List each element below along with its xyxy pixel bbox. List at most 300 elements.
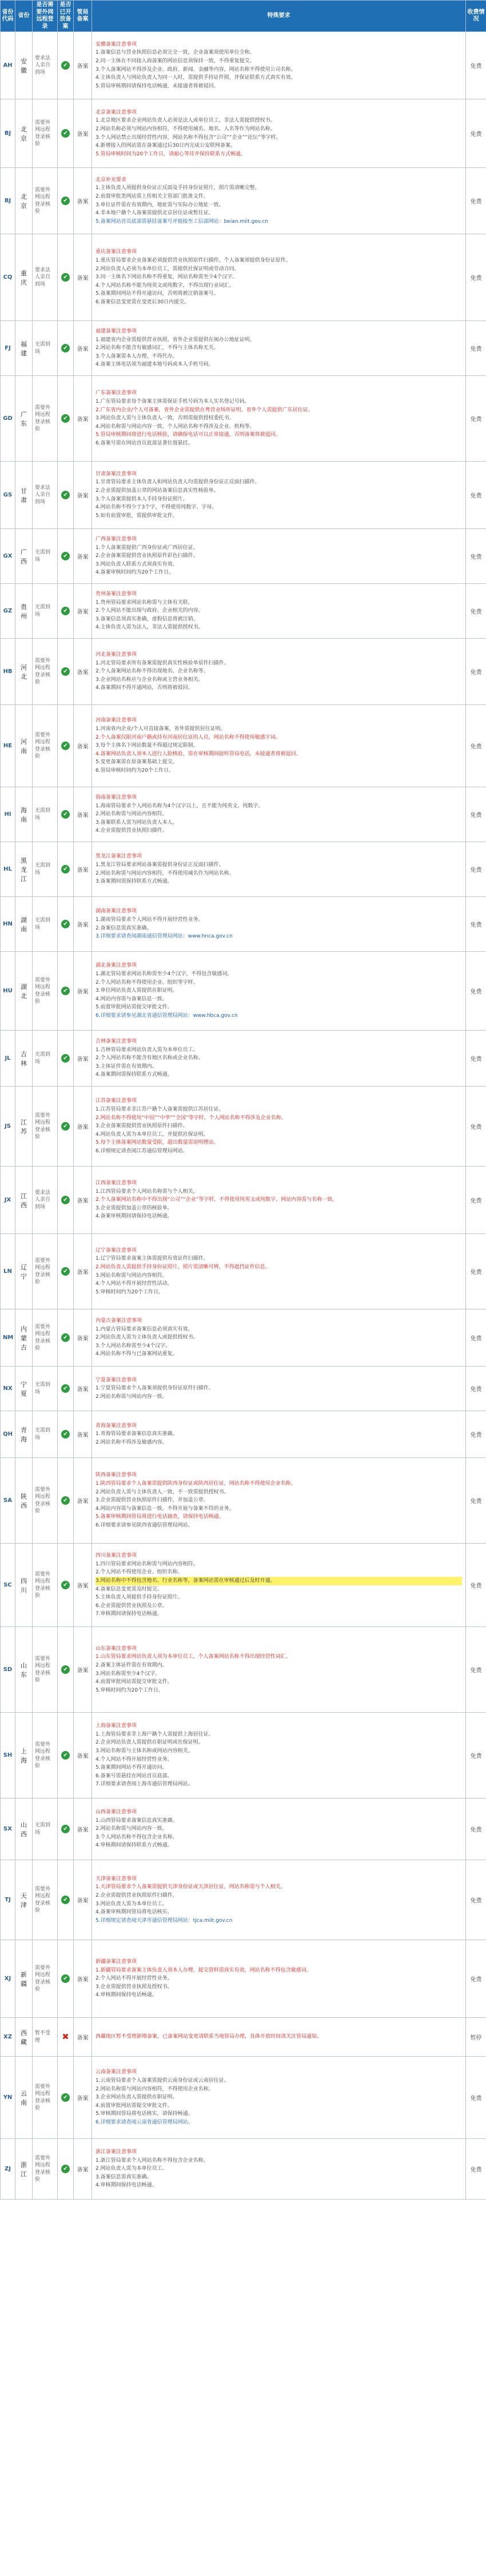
table-row — [1, 1031, 486, 1087]
province-name: 河南 — [15, 705, 33, 787]
check-icon: ✔ — [61, 1196, 70, 1204]
note-line: 5.变更备案需在原备案基础上提交。 — [95, 759, 178, 766]
status-cell — [58, 1309, 74, 1367]
note-line: 2.企业需提供营业执照原件扫描件。 — [95, 1892, 178, 1898]
requirement-text: 无需到场 — [33, 897, 58, 952]
province-name: 内蒙古 — [15, 1309, 33, 1367]
note-line: 3.企业网站名称应与企业名称或主营业务相关。 — [95, 676, 204, 683]
note-line: 3.企业备案需提供营业执照原件扫描件。 — [95, 1123, 188, 1129]
province-name: 天津 — [15, 1860, 33, 1940]
notes-cell — [92, 1627, 466, 1713]
province-code: SD — [1, 1627, 15, 1713]
table-row — [1, 1798, 486, 1860]
province-name: 黑龙江 — [15, 842, 33, 897]
note-line: 北京备案注意事项 — [95, 109, 137, 115]
province-name: 甘肃 — [15, 462, 33, 529]
status-cell — [58, 1798, 74, 1860]
requirement-text: 要求法人亲自到场 — [33, 462, 58, 529]
notes-cell — [92, 1544, 466, 1627]
note-line: 4.主体负责人需为法人，非法人需提供授权书。 — [95, 624, 204, 631]
record-type: 备案 — [74, 1087, 92, 1167]
record-type: 备案 — [74, 321, 92, 376]
province-code: HE — [1, 705, 15, 787]
note-line: 宁夏备案注意事项 — [95, 1377, 137, 1383]
status-cell — [58, 1411, 74, 1458]
notes-cell — [92, 168, 466, 234]
check-icon: ✔ — [61, 810, 70, 819]
fee-cell: 免费 — [466, 1798, 486, 1860]
note-line: 3.企业需提供加盖公章的核验单。 — [95, 1205, 173, 1211]
notes-cell — [92, 639, 466, 705]
header-code: 省份代码 — [1, 1, 15, 32]
notes-cell — [92, 1458, 466, 1544]
notes-cell — [92, 1713, 466, 1798]
fee-cell: 免费 — [466, 234, 486, 321]
province-name: 宁夏 — [15, 1367, 33, 1411]
record-type: 备案 — [74, 1458, 92, 1544]
record-type: 备案 — [74, 1167, 92, 1234]
note-line: 2.企业备案需提供营业执照原件彩色扫描件。 — [95, 553, 198, 559]
note-line: 陕西备案注意事项 — [95, 1472, 137, 1479]
note-line: 6.备案号需悬挂在网站首页底部。 — [95, 1773, 173, 1779]
province-code: CQ — [1, 234, 15, 321]
note-line: 1.山东管局要求网站负责人须为本单位员工，个人备案网站名称不得出现经营性词汇。 — [95, 1654, 291, 1660]
province-name: 浙江 — [15, 2139, 33, 2200]
requirement-text: 需要外网远程登录核验 — [33, 1087, 58, 1167]
note-line: 辽宁备案注意事项 — [95, 1247, 137, 1253]
check-icon: ✔ — [61, 197, 70, 205]
table-row — [1, 584, 486, 639]
province-name: 吉林 — [15, 1031, 33, 1087]
note-line: 天津备案注意事项 — [95, 1876, 137, 1882]
note-line: 4.审核期间保持电话畅通。 — [95, 2182, 157, 2189]
note-line: 4.备案期间需保持联系方式畅通。 — [95, 1072, 173, 1078]
cross-icon: ✖ — [62, 2032, 69, 2042]
requirement-text: 无需到场 — [33, 1367, 58, 1411]
table-row — [1, 787, 486, 842]
requirement-text: 无需到场 — [33, 1798, 58, 1860]
note-line: 3.企业需提供营业执照及授权书。 — [95, 1984, 173, 1990]
table-row — [1, 1713, 486, 1798]
fee-cell: 免费 — [466, 376, 486, 462]
province-code: GS — [1, 462, 15, 529]
record-type: 备案 — [74, 1798, 92, 1860]
status-cell — [58, 321, 74, 376]
record-type: 备案 — [74, 376, 92, 462]
fee-cell: 免费 — [466, 1860, 486, 1940]
note-line: 4.个人网站不得开展经营性活动。 — [95, 1281, 173, 1287]
province-code: JX — [1, 1167, 15, 1234]
note-line: 3.网站负责人需为本单位员工。 — [95, 1901, 168, 1907]
header-notes: 特殊要求 — [92, 1, 466, 32]
note-line: 5.审核时间约为20个工作日。 — [95, 1289, 164, 1295]
requirement-text: 无需到场 — [33, 1411, 58, 1458]
check-icon: ✔ — [61, 1825, 70, 1833]
status-cell — [58, 168, 74, 234]
province-code: GZ — [1, 584, 15, 639]
province-code: QH — [1, 1411, 15, 1458]
fee-cell: 免费 — [466, 1367, 486, 1411]
note-line: 3.网站负责人需与主体负责人一致，否则需提供授权委托书。 — [95, 415, 234, 422]
note-line: 5.管局审核期间请保持电话畅通，未接通者将被驳回。 — [95, 83, 219, 89]
record-type: 备案 — [74, 168, 92, 234]
check-icon: ✔ — [61, 1496, 70, 1505]
check-icon: ✔ — [61, 1665, 70, 1674]
note-line: 5.备案审核期间管局将进行电话抽查，请保持电话畅通。 — [95, 1514, 224, 1520]
note-line: 4.备案信息变更需及时提交。 — [95, 1586, 162, 1592]
notes-cell — [92, 321, 466, 376]
province-code: GD — [1, 376, 15, 462]
note-line: 2.网站名称需与网站内容一致。 — [95, 1393, 168, 1400]
note-line: 3.个人备案网站不得涉及企业、政府、新闻、金融等内容，网站名称不得使用公司名称。 — [95, 66, 296, 73]
fee-cell: 免费 — [466, 1087, 486, 1167]
requirement-text: 无需到场 — [33, 1031, 58, 1087]
province-name: 山东 — [15, 1627, 33, 1713]
check-icon: ✔ — [61, 1896, 70, 1904]
fee-cell: 免费 — [466, 99, 486, 168]
status-cell — [58, 1234, 74, 1309]
table-row — [1, 1411, 486, 1458]
notes-cell — [92, 897, 466, 952]
note-line: 1.江苏管局要求非江苏户籍个人备案需提供江苏居住证。 — [95, 1107, 224, 1113]
note-line: 3.企业网站负责人需提供在职证明。 — [95, 2094, 178, 2101]
status-cell — [58, 705, 74, 787]
note-line: 1.福建省内企业需提供营业执照，省外企业需提供在闽办公地址证明。 — [95, 336, 255, 343]
note-line: 3.备案联系人需为网站负责人本人。 — [95, 819, 178, 826]
notes-cell — [92, 1087, 466, 1167]
province-name: 福建 — [15, 321, 33, 376]
record-type: 备案 — [74, 842, 92, 897]
note-line: 4.备案审核期间请保持电话畅通。 — [95, 1213, 173, 1220]
fee-cell: 免费 — [466, 1031, 486, 1087]
status-cell — [58, 787, 74, 842]
requirement-text: 需要外网远程登录核验 — [33, 1860, 58, 1940]
province-name: 北京 — [15, 168, 33, 234]
table-row — [1, 1309, 486, 1367]
status-cell — [58, 2139, 74, 2200]
requirement-text: 需要外网远程登录核验 — [33, 2139, 58, 2200]
note-line: 5.前置审批网站需提交审批文件。 — [95, 1004, 173, 1011]
note-line: 重庆备案注意事项 — [95, 249, 137, 255]
notes-cell — [92, 376, 466, 462]
table-row — [1, 1458, 486, 1544]
note-line: 2.广东省内企业/个人可备案，省外企业需提供在粤营业场所证明，省外个人需提供广东居住证。 — [95, 407, 313, 413]
note-line: 4.备案主体电话须为福建本地号码或本人手机号码。 — [95, 362, 214, 368]
province-name: 四川 — [15, 1544, 33, 1627]
note-line: 2.前置审批类网站需上传相关主管部门批准文件。 — [95, 193, 209, 199]
note-line: 3.企业需提供营业执照原件扫描件，并加盖公章。 — [95, 1497, 209, 1504]
note-line: 5.每个主体备案网站数量受限，超出数量需说明理由。 — [95, 1140, 219, 1146]
note-line: 四川备案注意事项 — [95, 1553, 137, 1559]
note-line: 5.备案期间网站不得开通访问。 — [95, 1765, 168, 1771]
check-icon: ✔ — [61, 1430, 70, 1439]
note-line: 4.主体负责人与网站负责人为同一人时，需提供手持证件照，并保证联系方式真实有效。 — [95, 75, 296, 81]
province-code: AH — [1, 32, 15, 99]
table-row — [1, 2057, 486, 2139]
note-line: 1.天津管局要求个人备案需提供天津身份证或天津居住证，网站名称需与个人相关。 — [95, 1884, 286, 1890]
note-line: 甘肃备案注意事项 — [95, 471, 137, 477]
note-line: 1.河南省内企业/个人可直接备案，省外需提供居住证明。 — [95, 726, 226, 732]
province-code: ZJ — [1, 2139, 15, 2200]
note-line: 3.个人网站名称不得包含企业名称。 — [95, 1834, 178, 1840]
note-line: 3.单位证件需在有效期内，地址需与实际办公地址一致。 — [95, 202, 224, 208]
notes-cell — [92, 462, 466, 529]
status-cell — [58, 1544, 74, 1627]
status-cell — [58, 32, 74, 99]
notes-cell — [92, 2018, 466, 2057]
province-code: JL — [1, 1031, 15, 1087]
record-type: 备案 — [74, 2018, 92, 2057]
notes-cell — [92, 1860, 466, 1940]
status-cell — [58, 639, 74, 705]
check-icon: ✔ — [61, 491, 70, 499]
check-icon: ✔ — [61, 2165, 70, 2173]
note-line: 4.网站名称需与网站内容一致，个人网站名称不得涉及企业、机构等。 — [95, 423, 255, 430]
note-line: 1.湖北管局要求网站名称需至少4个汉字，不得包含敏感词。 — [95, 971, 233, 977]
table-row — [1, 321, 486, 376]
table-row — [1, 1940, 486, 2018]
check-icon: ✔ — [61, 414, 70, 423]
fee-cell: 免费 — [466, 1544, 486, 1627]
fee-cell: 免费 — [466, 1627, 486, 1713]
requirement-text: 需要外网远程登录核验 — [33, 1309, 58, 1367]
notes-cell — [92, 1940, 466, 2018]
note-line: 2.网站名称需与网站内容相符。 — [95, 811, 168, 818]
record-type: 备案 — [74, 1940, 92, 2018]
note-line: 7.详细要求请查阅上海市通信管理局网站。 — [95, 1781, 193, 1788]
table-row — [1, 234, 486, 321]
notes-cell — [92, 952, 466, 1031]
requirement-text: 需要外网远程登录核验 — [33, 639, 58, 705]
note-line: 6.备案号需在网站首页底部显著位置悬挂。 — [95, 440, 193, 446]
requirement-text: 要求法人亲自到场 — [33, 1167, 58, 1234]
note-line: 1.甘肃管局要求主体负责人和网站负责人均需提供身份证正反面扫描件。 — [95, 479, 260, 486]
note-line: 海南备案注意事项 — [95, 795, 137, 801]
header-province: 省份 — [15, 1, 33, 32]
notes-cell — [92, 584, 466, 639]
note-line: 3.单位网站负责人需提供在职证明。 — [95, 988, 178, 994]
note-line: 3.个人备案需提供本人手持身份证照片。 — [95, 496, 188, 502]
table-row — [1, 1234, 486, 1309]
province-name: 湖南 — [15, 897, 33, 952]
note-line: 湖南备案注意事项 — [95, 908, 137, 915]
note-line: 2.网站负责人需与主体负责人一致，不一致需提供授权书。 — [95, 1489, 229, 1495]
note-line: 3.备案期间需保持联系方式畅通。 — [95, 879, 173, 885]
status-cell — [58, 2018, 74, 2057]
note-line: 2.个人网站不得开展经营性业务。 — [95, 1976, 173, 1982]
requirement-text: 需要外网远程登录核验 — [33, 952, 58, 1031]
record-type: 备案 — [74, 584, 92, 639]
note-line: 2.个人网站不能出现与政府、企业相关的内容。 — [95, 608, 204, 614]
fee-cell: 免费 — [466, 705, 486, 787]
note-line: 1.云南管局要求个人备案需提供云南身份证或云南居住证。 — [95, 2078, 229, 2084]
note-line: 贵州备案注意事项 — [95, 591, 137, 598]
note-line: 5.审核时间约为20个工作日。 — [95, 1687, 164, 1693]
note-line: 2.个人网站名称不得使用企业、组织等字样。 — [95, 979, 198, 985]
record-type: 备案 — [74, 234, 92, 321]
note-line: 1.青海管局要求备案信息真实准确。 — [95, 1431, 178, 1437]
note-line: 6.详细规定请查阅江苏通信管理局网站。 — [95, 1148, 188, 1154]
note-line: 河南备案注意事项 — [95, 718, 137, 724]
note-line: 1.河北管局要求所有备案需提供真实性核验单原件扫描件。 — [95, 660, 229, 666]
status-cell — [58, 376, 74, 462]
province-name: 西藏 — [15, 2018, 33, 2057]
note-line: 1.山西管局要求备案信息真实准确。 — [95, 1817, 178, 1824]
note-line: 4.前置审批网站需提交审批文件。 — [95, 1679, 173, 1685]
note-line: 1.陕西管局要求个人备案需提供陕西身份证或陕西居住证，网站名称不得使用企业名称。 — [95, 1481, 296, 1487]
notes-cell — [92, 705, 466, 787]
province-name: 江西 — [15, 1167, 33, 1234]
province-code: HI — [1, 787, 15, 842]
note-line: 6.详细要求请查阅云南省通信管理局网站。 — [95, 2119, 193, 2125]
note-line: 2.网站负责人需为本单位员工。 — [95, 2166, 168, 2172]
note-line: 湖北备案注意事项 — [95, 963, 137, 969]
table-row — [1, 2018, 486, 2057]
table-row — [1, 1087, 486, 1167]
table-row — [1, 529, 486, 584]
note-line: 2.个人网站名称不能含有地区名称或企业名称。 — [95, 1055, 204, 1061]
check-icon: ✔ — [61, 1974, 70, 1983]
requirement-text: 需要外网远程登录核验 — [33, 705, 58, 787]
table-row — [1, 1860, 486, 1940]
note-line: 1.贵州管局要求网站名称需与主体有关联。 — [95, 599, 193, 606]
note-line: 3.个人网站禁止出现经营性内容，网站名称不得包含“公司”“企业”“论坛”等字样。 — [95, 134, 281, 141]
note-line: 5.管局审核期间将进行电话核验，请确保电话可以正常接通，否则备案将被退回。 — [95, 432, 281, 438]
status-cell — [58, 1167, 74, 1234]
header-status: 是否已开放备案 — [58, 1, 74, 32]
status-cell — [58, 1940, 74, 2018]
note-line: 1.上海管局要求非上海户籍个人需提供上海居住证。 — [95, 1731, 214, 1737]
check-icon: ✔ — [61, 1751, 70, 1760]
requirement-text: 需要外网远程登录核验 — [33, 1234, 58, 1309]
record-type: 备案 — [74, 1544, 92, 1627]
notes-cell — [92, 1411, 466, 1458]
note-line: 1.四川管局要求网站名称需与网站内容相符。 — [95, 1561, 198, 1567]
note-line: 吉林备案注意事项 — [95, 1039, 137, 1045]
table-row — [1, 99, 486, 168]
notes-cell — [92, 32, 466, 99]
record-type: 备案 — [74, 1411, 92, 1458]
note-line: 4.个人网站名称不能为纯英文或纯数字，不得出现行业词汇。 — [95, 282, 234, 289]
note-line: 3.备案信息须真实准确，虚假信息将被注销。 — [95, 616, 198, 622]
status-cell — [58, 234, 74, 321]
notes-cell — [92, 2057, 466, 2139]
note-line: 5.管局审核时间为20个工作日，请耐心等待并保持联系方式畅通。 — [95, 151, 246, 157]
record-type: 备案 — [74, 1713, 92, 1798]
note-line: 1.北京地区要求企业网站负责人必须是法人或单位员工，非法人需提供授权书。 — [95, 118, 276, 124]
note-line: 5.主体负责人须提供手持身份证照片。 — [95, 1595, 183, 1601]
check-icon: ✔ — [61, 273, 70, 282]
note-line: 4.企业需提供营业执照扫描件。 — [95, 828, 168, 834]
check-icon: ✔ — [61, 61, 70, 70]
status-cell — [58, 462, 74, 529]
fee-cell: 免费 — [466, 462, 486, 529]
record-type: 备案 — [74, 1627, 92, 1713]
note-line: 福建备案注意事项 — [95, 328, 137, 335]
note-line: 2.网站负责人需为主体负责人或提供授权书。 — [95, 1335, 198, 1341]
note-line: 山西备案注意事项 — [95, 1809, 137, 1816]
province-name: 辽宁 — [15, 1234, 33, 1309]
province-code: FJ — [1, 321, 15, 376]
check-icon: ✔ — [61, 865, 70, 874]
note-line: 5.审核期间管局将电话核实，请保持畅通。 — [95, 2111, 193, 2117]
check-icon: ✔ — [61, 129, 70, 138]
note-line: 江苏备案注意事项 — [95, 1098, 137, 1104]
record-type: 备案 — [74, 2057, 92, 2139]
notes-cell — [92, 1167, 466, 1234]
fee-cell: 免费 — [466, 639, 486, 705]
record-type: 备案 — [74, 639, 92, 705]
fee-cell: 免费 — [466, 897, 486, 952]
note-line: 1.黑龙江管局要求网站备案需提供身份证正反面扫描件。 — [95, 862, 224, 868]
record-type: 备案 — [74, 529, 92, 584]
notes-cell — [92, 1309, 466, 1367]
note-line: 3.网站名称中不得包含地名、行业名称等，备案网站需在审核通过后及时开通。 — [95, 1577, 462, 1585]
note-line: 1.吉林管局要求网站负责人需为本单位员工。 — [95, 1047, 198, 1053]
province-name: 北京 — [15, 99, 33, 168]
note-line: 北京补充要求 — [95, 177, 127, 183]
note-line: 2.网站负责人需提供手持身份证照片，照片需清晰可辨，不得遮挡证件信息。 — [95, 1264, 270, 1270]
notes-cell — [92, 787, 466, 842]
province-code: HN — [1, 897, 15, 952]
note-line: 2.备案主体证件需在有效期内。 — [95, 1662, 168, 1668]
province-code: BJ — [1, 168, 15, 234]
header-record: 管局备案 — [74, 1, 92, 32]
note-line: 1.海南管局要求个人网站名称为4个汉字以上，且不能为纯英文、纯数字。 — [95, 803, 264, 809]
note-line: 3.主体证件需在有效期内。 — [95, 1063, 157, 1069]
table-row — [1, 376, 486, 462]
province-code: NM — [1, 1309, 15, 1367]
note-line: 1.重庆管局要求企业备案必须提供营业执照原件扫描件，个人备案须提供身份证原件。 — [95, 258, 291, 264]
note-line: 4.备案审核期间管局将电话核实。 — [95, 1909, 173, 1916]
requirement-text: 要求法人亲自到场 — [33, 32, 58, 99]
note-line: 2.网站名称需与网站内容相符，不得使用域名作为网站名称。 — [95, 870, 234, 876]
note-line: 云南备案注意事项 — [95, 2069, 137, 2076]
header-requirement: 是否需要外网远程登录 — [33, 1, 58, 32]
record-type: 备案 — [74, 1234, 92, 1309]
fee-cell: 免费 — [466, 1940, 486, 2018]
province-code: BJ — [1, 99, 15, 168]
requirement-text: 需要外网远程登录核验 — [33, 1627, 58, 1713]
note-line: 2.个人备案网站名称中不得出现“公司”“企业”等字样，不得使用纯英文或纯数字，网站内容需与名称一致。 — [95, 1197, 338, 1203]
note-line: 1.江西管局要求个人网站名称需与个人相关。 — [95, 1188, 198, 1195]
note-line: 5.如有前置审批，需提供审批文件。 — [95, 512, 178, 519]
check-icon: ✔ — [61, 1054, 70, 1063]
status-cell — [58, 1367, 74, 1411]
note-line: 2.网站名称需与网站内容一致。 — [95, 1826, 168, 1832]
note-line: 1.个人备案需提供广西身份证或广西居住证。 — [95, 544, 198, 551]
table-row — [1, 1544, 486, 1627]
requirement-text: 无需到场 — [33, 584, 58, 639]
requirement-text: 需要外网远程登录核验 — [33, 168, 58, 234]
status-cell — [58, 529, 74, 584]
notes-cell — [92, 529, 466, 584]
province-code: HU — [1, 952, 15, 1031]
check-icon: ✔ — [61, 987, 70, 995]
province-name: 海南 — [15, 787, 33, 842]
note-line: 浙江备案注意事项 — [95, 2149, 137, 2156]
table-row — [1, 2139, 486, 2200]
note-line: 5.详细规定请查阅天津市通信管理局网站：tjca.miit.gov.cn — [95, 1917, 233, 1924]
table-row — [1, 705, 486, 787]
note-line: 4.网站内容需与备案信息一致，不得开展与备案不符的业务。 — [95, 1505, 234, 1512]
notes-cell — [92, 1367, 466, 1411]
fee-cell: 免费 — [466, 1411, 486, 1458]
status-cell — [58, 1031, 74, 1087]
requirement-text: 需要外网远程登录核验 — [33, 376, 58, 462]
note-line: 2.企业网站负责人需提供在职证明或社保证明。 — [95, 1740, 204, 1746]
fee-cell: 免费 — [466, 1309, 486, 1367]
